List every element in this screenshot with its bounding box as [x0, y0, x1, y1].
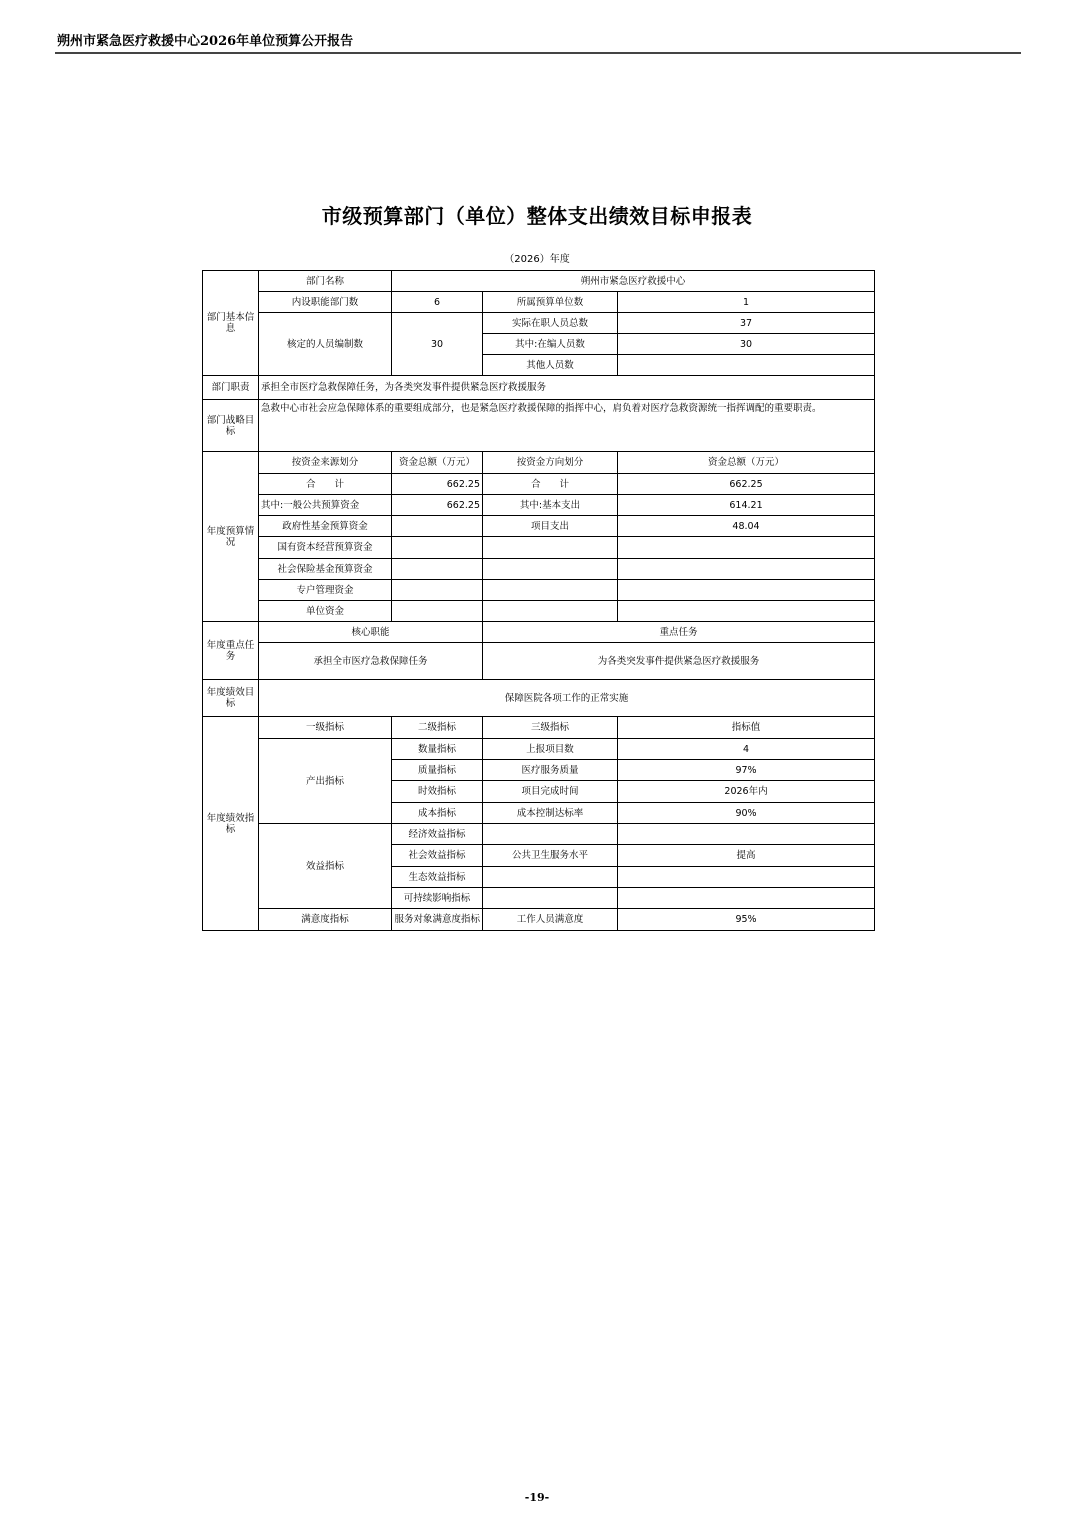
level3-cell: 上报项目数 — [483, 739, 618, 760]
dept-name-value: 朔州市紧急医疗救援中心 — [392, 271, 875, 292]
level3-cell — [483, 867, 618, 888]
state-capital-label: 国有资本经营预算资金 — [259, 537, 392, 559]
project-expense-label: 项目支出 — [483, 516, 618, 537]
direction-total-label: 合 计 — [483, 474, 618, 495]
level3-cell: 项目完成时间 — [483, 781, 618, 803]
state-capital-value — [392, 537, 483, 559]
level2-cell: 服务对象满意度指标 — [392, 909, 483, 931]
fund-source-header: 按资金来源划分 — [259, 452, 392, 474]
level2-cell: 成本指标 — [392, 803, 483, 824]
page-number: -19- — [524, 1491, 550, 1504]
perf-goal-group-label: 年度绩效目标 — [203, 680, 259, 717]
level3-cell — [483, 824, 618, 845]
output-indicator-label: 产出指标 — [259, 739, 392, 824]
level2-cell: 社会效益指标 — [392, 845, 483, 867]
empty-cell — [618, 580, 875, 601]
general-budget-value: 662.25 — [392, 495, 483, 516]
year-line: （2026）年度 — [504, 254, 570, 265]
other-staff-label: 其他人员数 — [483, 355, 618, 376]
source-total-value: 662.25 — [392, 474, 483, 495]
level2-cell: 经济效益指标 — [392, 824, 483, 845]
core-function-text: 承担全市医疗急救保障任务 — [259, 643, 483, 680]
satisfaction-indicator-label: 满意度指标 — [259, 909, 392, 931]
level2-cell: 可持续影响指标 — [392, 888, 483, 909]
level1-header: 一级指标 — [259, 717, 392, 739]
duty-label: 部门职责 — [203, 376, 259, 400]
performance-target-table — [202, 270, 875, 931]
gov-fund-value — [392, 516, 483, 537]
indicators-group-label: 年度绩效指标 — [203, 717, 259, 931]
fund-amount-header-2: 资金总额（万元） — [618, 452, 875, 474]
units-value: 1 — [618, 292, 875, 313]
perf-goal-text: 保障医院各项工作的正常实施 — [259, 680, 875, 717]
empty-cell — [618, 601, 875, 622]
actual-staff-value: 37 — [618, 313, 875, 334]
unit-fund-label: 单位资金 — [259, 601, 392, 622]
general-budget-label: 其中:一般公共预算资金 — [259, 495, 392, 516]
level3-cell: 成本控制达标率 — [483, 803, 618, 824]
special-account-label: 专户管理资金 — [259, 580, 392, 601]
document-title: 市级预算部门（单位）整体支出绩效目标申报表 — [321, 204, 753, 228]
duty-text: 承担全市医疗急救保障任务，为各类突发事件提供紧急医疗救援服务 — [259, 376, 875, 400]
level2-cell: 生态效益指标 — [392, 867, 483, 888]
core-function-header: 核心职能 — [259, 622, 483, 643]
level2-header: 二级指标 — [392, 717, 483, 739]
indicator-value-cell: 90% — [618, 803, 875, 824]
empty-cell — [483, 537, 618, 559]
empty-cell — [483, 580, 618, 601]
level2-cell: 数量指标 — [392, 739, 483, 760]
direction-total-value: 662.25 — [618, 474, 875, 495]
actual-staff-label: 实际在职人员总数 — [483, 313, 618, 334]
staff-quota-label: 核定的人员编制数 — [259, 313, 392, 376]
level2-cell: 质量指标 — [392, 760, 483, 781]
social-insurance-label: 社会保险基金预算资金 — [259, 559, 392, 580]
indicator-value-cell — [618, 824, 875, 845]
strategy-label: 部门战略目标 — [203, 400, 259, 452]
dept-name-label: 部门名称 — [259, 271, 392, 292]
unit-fund-value — [392, 601, 483, 622]
budget-group-label: 年度预算情况 — [203, 452, 259, 622]
strategy-text: 急救中心市社会应急保障体系的重要组成部分，也是紧急医疗救援保障的指挥中心，肩负着对医疗急救资源统一指挥调配的重要职责。 — [259, 400, 875, 452]
units-label: 所属预算单位数 — [483, 292, 618, 313]
report-header-title: 朔州市紧急医疗救援中心2026年单位预算公开报告 — [57, 34, 354, 49]
basic-expense-label: 其中:基本支出 — [483, 495, 618, 516]
indicator-value-cell — [618, 867, 875, 888]
empty-cell — [483, 601, 618, 622]
internal-depts-label: 内设职能部门数 — [259, 292, 392, 313]
level3-cell: 公共卫生服务水平 — [483, 845, 618, 867]
basic-expense-value: 614.21 — [618, 495, 875, 516]
source-total-label: 合 计 — [259, 474, 392, 495]
indicator-value-header: 指标值 — [618, 717, 875, 739]
basic-info-group-label: 部门基本信息 — [203, 271, 259, 376]
indicator-value-cell: 95% — [618, 909, 875, 931]
level2-cell: 时效指标 — [392, 781, 483, 803]
benefit-indicator-label: 效益指标 — [259, 824, 392, 909]
indicator-value-cell: 97% — [618, 760, 875, 781]
fund-amount-header: 资金总额（万元） — [392, 452, 483, 474]
empty-cell — [483, 559, 618, 580]
level3-cell — [483, 888, 618, 909]
level3-header: 三级指标 — [483, 717, 618, 739]
header-rule — [55, 52, 1021, 54]
staff-quota-value: 30 — [392, 313, 483, 376]
indicator-value-cell: 2026年内 — [618, 781, 875, 803]
internal-depts-value: 6 — [392, 292, 483, 313]
in-quota-value: 30 — [618, 334, 875, 355]
key-task-text: 为各类突发事件提供紧急医疗救援服务 — [483, 643, 875, 680]
fund-direction-header: 按资金方向划分 — [483, 452, 618, 474]
in-quota-label: 其中:在编人员数 — [483, 334, 618, 355]
key-tasks-group-label: 年度重点任务 — [203, 622, 259, 680]
key-task-header: 重点任务 — [483, 622, 875, 643]
indicator-value-cell — [618, 888, 875, 909]
empty-cell — [618, 537, 875, 559]
level3-cell: 医疗服务质量 — [483, 760, 618, 781]
other-staff-value — [618, 355, 875, 376]
gov-fund-label: 政府性基金预算资金 — [259, 516, 392, 537]
empty-cell — [618, 559, 875, 580]
indicator-value-cell: 提高 — [618, 845, 875, 867]
project-expense-value: 48.04 — [618, 516, 875, 537]
special-account-value — [392, 580, 483, 601]
level3-cell: 工作人员满意度 — [483, 909, 618, 931]
social-insurance-value — [392, 559, 483, 580]
indicator-value-cell: 4 — [618, 739, 875, 760]
